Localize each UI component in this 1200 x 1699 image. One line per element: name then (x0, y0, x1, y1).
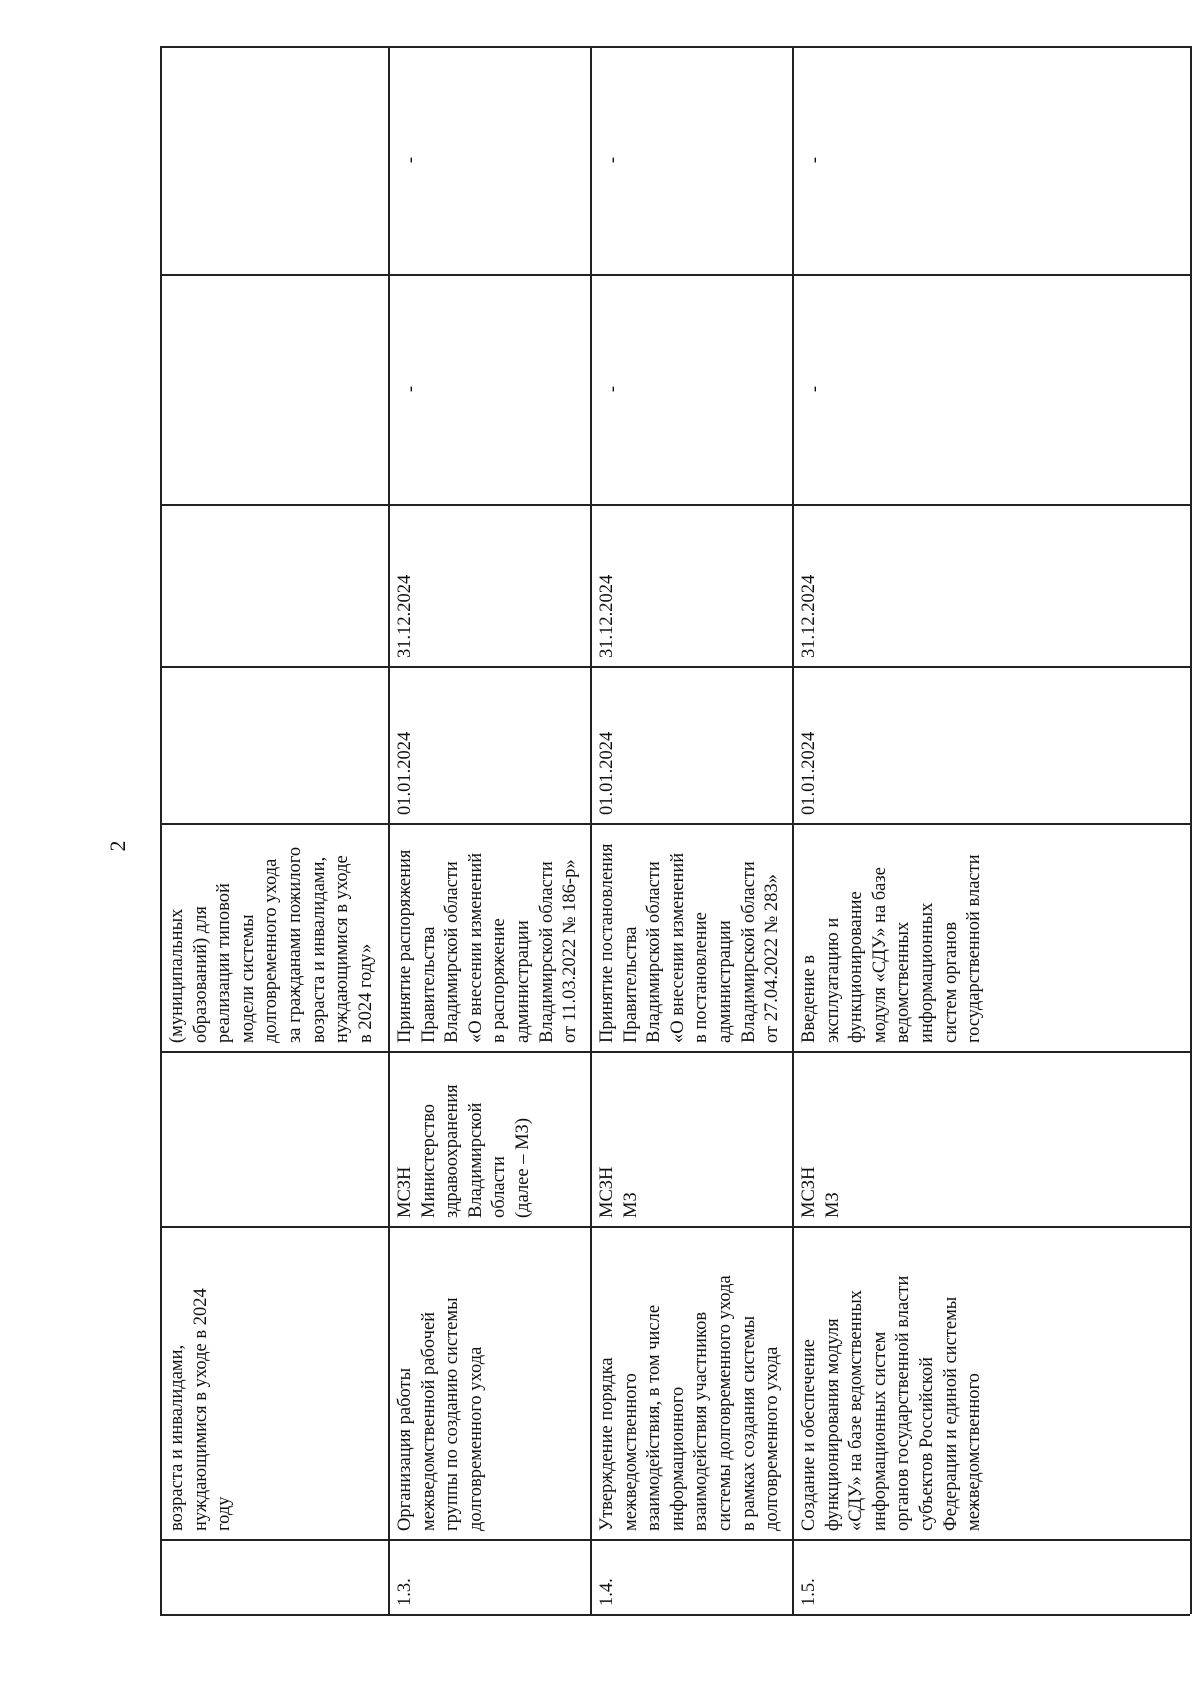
cell-line: Владимирской (465, 1102, 486, 1218)
cell-line: информационных систем (869, 1331, 890, 1531)
cell-number (592, 1539, 792, 1614)
cell-end-date-text: 31.12.2024 (799, 574, 819, 658)
cell-line: межведомственного (964, 1373, 985, 1531)
cell-value-8-text: - (603, 156, 623, 164)
cell-line: «СДУ» на базе ведомственных (846, 1289, 867, 1531)
cell-value-7 (390, 274, 590, 504)
cell-line: функционирование (846, 891, 867, 1043)
cell-line: Владимирской области (738, 861, 759, 1043)
cell-line: МСЗН (597, 1166, 617, 1218)
cell-line: от 27.04.2022 № 283» (762, 874, 783, 1043)
cell-value-7 (162, 274, 388, 504)
cell-line: функционирования модуля (822, 1318, 843, 1531)
cell-line: Правительства (620, 926, 641, 1043)
cell-line: системы долговременного ухода (714, 1275, 735, 1531)
cell-result (390, 823, 590, 1051)
cell-line: (муниципальных (167, 908, 187, 1043)
cell-start-date (592, 666, 792, 823)
cell-line: образований) для (190, 906, 211, 1043)
cell-start-date-text: 01.01.2024 (597, 731, 617, 815)
table-row (390, 46, 592, 1614)
cell-line: Принятие постановления (597, 843, 617, 1043)
cell-value-8 (592, 46, 792, 274)
cell-executor (162, 1051, 388, 1226)
cell-line: ведомственных (893, 921, 914, 1043)
cell-line: в рамках создания системы (738, 1315, 759, 1531)
page-number: 2 (105, 840, 130, 852)
cell-number (162, 1539, 388, 1614)
cell-line: Организация работы (395, 1367, 415, 1531)
cell-line: МСЗН (395, 1166, 415, 1218)
cell-line: государственной власти (964, 854, 985, 1043)
cell-value-8-text: - (401, 156, 421, 164)
cell-line: МЗ (620, 1192, 641, 1218)
cell-line: администрации (714, 920, 735, 1043)
rotated-table-wrapper (160, 46, 1190, 1616)
cell-line: здравоохранения (442, 1084, 463, 1218)
cell-line: модуля «СДУ» на базе (869, 867, 890, 1043)
cell-end-date (162, 504, 388, 666)
cell-number-text: 1.3. (395, 1578, 415, 1606)
cell-line: возраста и инвалидами, (167, 1344, 187, 1531)
cell-line: в постановление (691, 912, 712, 1043)
plan-table (160, 46, 1190, 1616)
cell-number-text: 1.4. (597, 1578, 617, 1606)
cell-value-7-text: - (603, 385, 623, 393)
cell-line: Владимирской области (442, 861, 463, 1043)
cell-line: Введение в (799, 955, 819, 1043)
cell-line: субъектов Российской (916, 1356, 937, 1531)
cell-number (794, 1539, 1190, 1614)
cell-result (592, 823, 792, 1051)
cell-event (794, 1226, 1190, 1539)
cell-number (390, 1539, 590, 1614)
cell-line: возраста и инвалидами, (308, 856, 329, 1043)
cell-value-7-text: - (401, 385, 421, 393)
cell-value-8 (162, 46, 388, 274)
cell-value-7-text: - (805, 385, 825, 393)
cell-line: межведомственной рабочей (418, 1311, 439, 1531)
cell-line: эксплуатацию и (822, 917, 843, 1043)
cell-line: реализации типовой (214, 883, 235, 1043)
cell-line: долговременного ухода (762, 1346, 783, 1531)
cell-start-date-text: 01.01.2024 (799, 731, 819, 815)
cell-start-date-text: 01.01.2024 (395, 731, 415, 815)
cell-line: модели системы (237, 914, 258, 1043)
cell-line: году (214, 1496, 235, 1531)
cell-line: администрации (512, 920, 533, 1043)
cell-line: в распоряжение (489, 918, 510, 1043)
cell-line: межведомственного (620, 1373, 641, 1531)
cell-start-date (390, 666, 590, 823)
cell-line: за гражданами пожилого (284, 846, 305, 1043)
cell-value-7 (592, 274, 792, 504)
cell-line: от 11.03.2022 № 186-р» (560, 859, 581, 1043)
cell-line: нуждающимися в уходе (332, 855, 353, 1043)
cell-line: «О внесении изменений (667, 852, 688, 1043)
cell-line: (далее – МЗ) (512, 1118, 533, 1218)
cell-line: «О внесении изменений (465, 852, 486, 1043)
cell-executor (592, 1051, 792, 1226)
cell-result (794, 823, 1190, 1051)
cell-end-date (592, 504, 792, 666)
cell-event (162, 1226, 388, 1539)
cell-end-date-text: 31.12.2024 (597, 574, 617, 658)
cell-event (390, 1226, 590, 1539)
cell-number-text: 1.5. (799, 1578, 819, 1606)
cell-line: Утверждение порядка (597, 1357, 617, 1531)
cell-end-date (794, 504, 1190, 666)
cell-value-8-text: - (805, 156, 825, 164)
cell-line: Федерации и единой системы (940, 1296, 961, 1531)
cell-line: систем органов (940, 921, 961, 1043)
cell-line: в 2024 году» (355, 943, 376, 1043)
cell-value-8 (390, 46, 590, 274)
cell-line: Принятие распоряжения (395, 849, 415, 1043)
cell-event (592, 1226, 792, 1539)
cell-result (162, 823, 388, 1051)
cell-line: Министерство (418, 1103, 439, 1218)
cell-line: информационных (916, 902, 937, 1043)
cell-line: Владимирской области (644, 861, 665, 1043)
cell-value-7 (794, 274, 1190, 504)
cell-line: информационного (667, 1386, 688, 1531)
cell-line: органов государственной власти (893, 1275, 914, 1531)
cell-line: нуждающимися в уходе в 2024 (190, 1288, 211, 1531)
cell-end-date-text: 31.12.2024 (395, 574, 415, 658)
cell-line: Правительства (418, 926, 439, 1043)
cell-line: долговременного ухода (465, 1346, 486, 1531)
cell-line: МЗ (822, 1192, 843, 1218)
table-row (592, 46, 794, 1614)
cell-line: взаимодействия, в том числе (644, 1304, 665, 1531)
table-row (162, 46, 390, 1614)
cell-line: МСЗН (799, 1166, 819, 1218)
cell-line: области (489, 1156, 510, 1218)
cell-value-8 (794, 46, 1190, 274)
cell-line: взаимодействия участников (691, 1311, 712, 1531)
cell-line: Создание и обеспечение (799, 1339, 819, 1531)
cell-end-date (390, 504, 590, 666)
table-row (794, 46, 1192, 1614)
cell-executor (794, 1051, 1190, 1226)
cell-line: группы по созданию системы (442, 1297, 463, 1531)
cell-line: долговременного ухода (261, 858, 282, 1043)
cell-line: Владимирской области (536, 861, 557, 1043)
cell-executor (390, 1051, 590, 1226)
cell-start-date (162, 666, 388, 823)
cell-start-date (794, 666, 1190, 823)
